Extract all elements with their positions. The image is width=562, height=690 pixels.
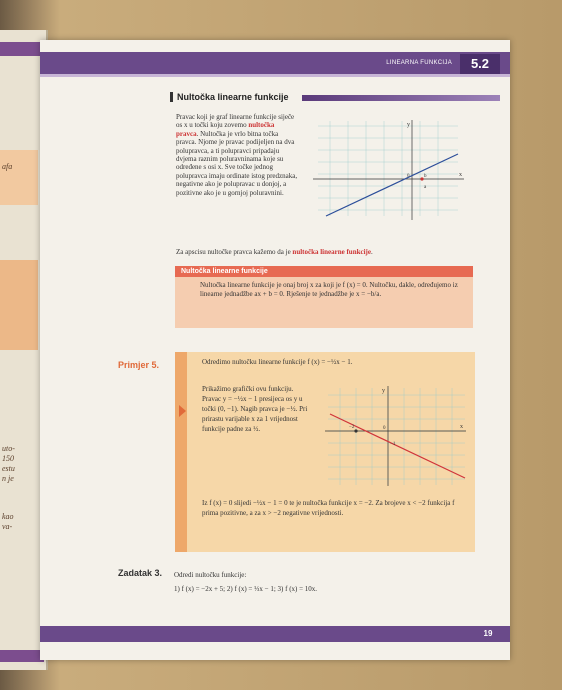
intro-paragraph: Pravac koji je graf linearne funkcije siječe os x u točki koju zovemo nultočka pravca. Nultočka je vrlo bitna točka pravca. Njome je pravac podijeljen na dva polupravca, a ti polupravci pripadaju dvjema raznim poluravninama koje su određene s osi x. Sve točke jednog polupravca imaju ordinate istog predznaka, negativne ako je polupravac u donjoj, a pozitivne ako je u gornjoj poluravnini.	[176, 113, 298, 197]
graph-label: 0	[407, 174, 410, 179]
textbook-page	[40, 40, 510, 660]
header-section-number: 5.2	[460, 54, 500, 74]
graph-label: b	[424, 174, 427, 179]
function-line	[326, 154, 458, 216]
header-section-title: LINEARNA FUNKCIJA	[386, 60, 452, 66]
left-page-fragment: uto-	[2, 444, 15, 453]
highlight-term: nultočka linearne funkcije	[292, 248, 371, 256]
graph-label: −2	[349, 425, 355, 430]
example-side-strip	[175, 352, 187, 552]
left-page-fragment: estu	[2, 464, 15, 473]
graph-label: −1	[390, 442, 396, 447]
left-page-fragment: va-	[2, 522, 13, 531]
left-page-footer-strip	[0, 650, 44, 662]
arrow-right-icon	[179, 405, 186, 417]
left-page-fragment: afa	[2, 162, 13, 171]
function-line	[330, 414, 465, 478]
line-graph-2	[320, 380, 470, 490]
example-body: Prikažimo grafički ovu funkciju. Pravac y = −½x − 1 presijeca os y u točki (0, −1). Nagib pravca je −½. Pri prirastu varijable x za 1 vrijednost funkcije padne za ½.	[202, 385, 308, 433]
graph-label: y	[382, 388, 385, 394]
graph-label: 0	[383, 426, 386, 431]
graph-label: x	[459, 172, 462, 178]
left-page-fragment: n je	[2, 474, 14, 483]
task-prompt: Odredi nultočku funkcije:	[174, 571, 247, 579]
zero-point	[354, 429, 357, 432]
left-page-header-strip	[0, 42, 40, 56]
definition-heading: Nultočka linearne funkcije	[175, 266, 473, 277]
task-text	[174, 568, 317, 596]
highlight-term: nultočka pravca	[176, 121, 275, 138]
definition-text: Nultočka linearne funkcije je onaj broj x za koji je f (x) = 0. Nultočku, dakle, određujemo iz linearne jednadžbe ax + b = 0. Rješenje te jednadžbe je x = −b/a.	[200, 281, 458, 298]
header-band	[40, 74, 510, 77]
section-heading	[170, 92, 289, 102]
abscissa-paragraph: Za apscisu nultočke pravca kažemo da je nultočka linearne funkcije.	[176, 248, 373, 256]
left-page-fragment: kao	[2, 512, 14, 521]
heading-marker	[170, 92, 173, 102]
left-page-fragment: 150	[2, 454, 14, 463]
graph-label: x	[460, 424, 463, 430]
heading-rule	[302, 95, 500, 101]
example-conclusion: Iz f (x) = 0 slijedi −½x − 1 = 0 te je nultočka funkcije x = −2. Za brojeve x < −2 funkcija f prima pozitivne, a za x > −2 negativne vrijednosti.	[202, 499, 455, 517]
example-intro: Odredimo nultočku linearne funkcije f (x) = −½x − 1.	[202, 358, 353, 366]
line-graph-1	[308, 116, 468, 226]
left-page-orange-box	[0, 260, 38, 350]
graph-label: y	[407, 122, 410, 128]
example-label: Primjer 5.	[118, 360, 160, 370]
section-heading-text: Nultočka linearne funkcije	[177, 92, 289, 102]
page-number: 19	[483, 629, 493, 638]
task-label: Zadatak 3.	[118, 568, 163, 578]
task-items: 1) f (x) = −2x + 5; 2) f (x) = ⅓x − 1; 3) f (x) = 10x.	[174, 585, 318, 593]
graph-label: a	[424, 185, 427, 190]
footer-bar	[40, 626, 510, 642]
left-page-orange-box	[0, 150, 38, 205]
